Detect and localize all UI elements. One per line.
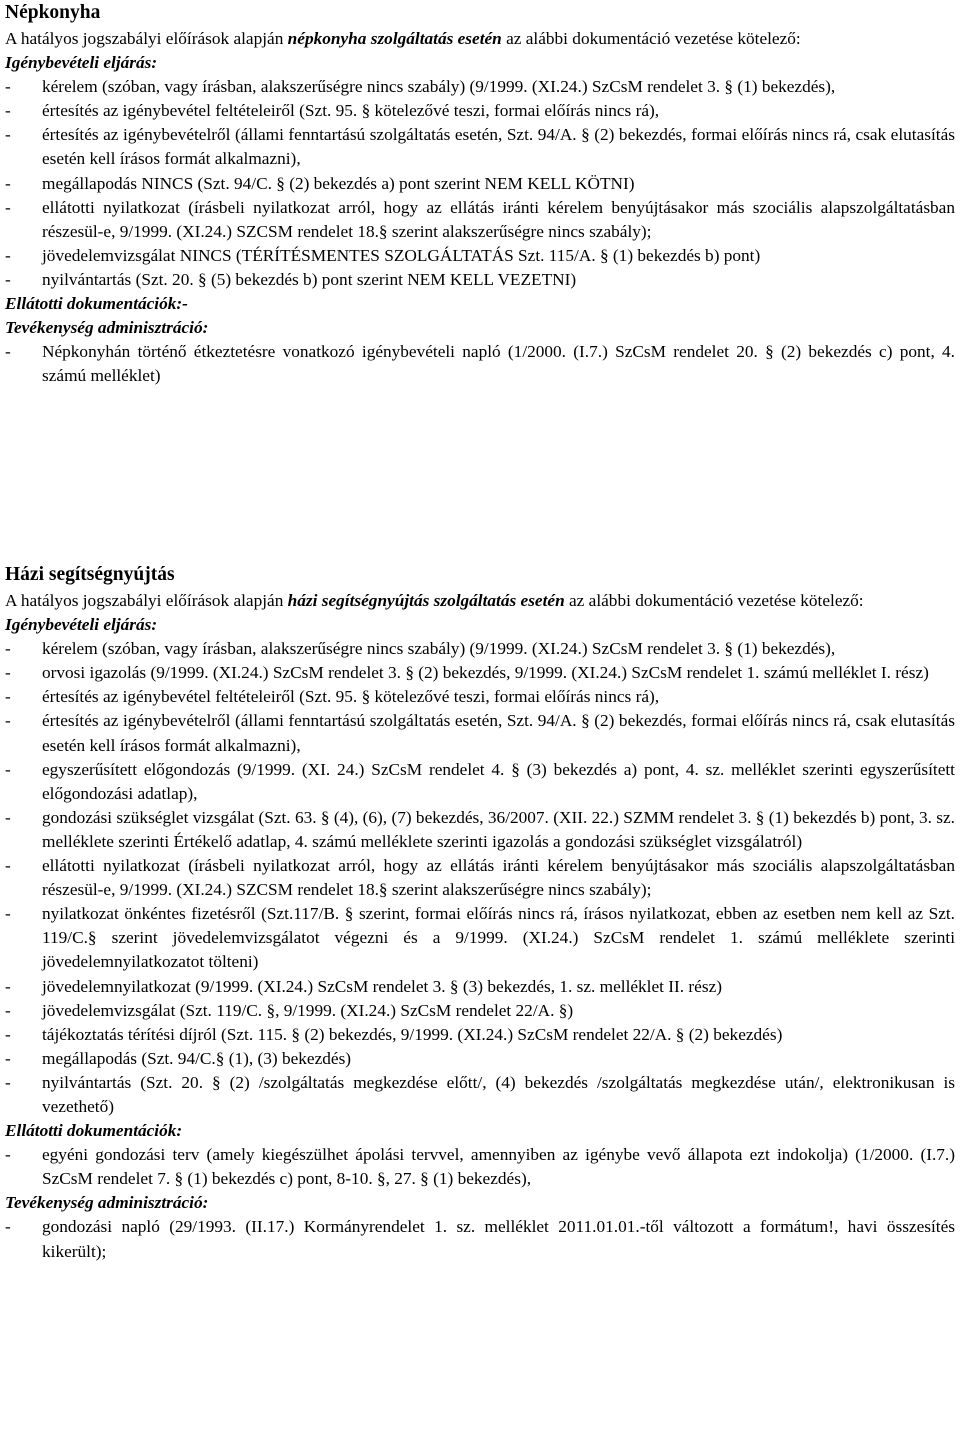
list-item: - jövedelemnyilatkozat (9/1999. (XI.24.) SzCsM rendelet 3. § (3) bekezdés, 1. sz. melléklet II. rész) [5, 976, 722, 996]
list-item: - jövedelemvizsgálat (Szt. 119/C. §, 9/1999. (XI.24.) SzCsM rendelet 22/A. §) [5, 1000, 574, 1020]
subheading-igenybeveteli: Igénybevételi eljárás: [5, 615, 158, 635]
list-item: - Népkonyhán történő étkeztetésre vonatkozó igénybevételi napló (1/2000. (I.7.) SzCsM rendelet 20. § (2) bekezdés c) pont, 4. számú melléklet) [5, 342, 955, 386]
list-item: - értesítés az igénybevétel feltételeiről (Szt. 95. § kötelezővé teszi, formai előírás nincs rá), [5, 687, 660, 707]
list-item: - megállapodás NINCS (Szt. 94/C. § (2) bekezdés a) pont szerint NEM KELL KÖTNI) [5, 173, 635, 193]
item-list [5, 637, 955, 1119]
list-item: - gondozási szükséglet vizsgálat (Szt. 63. § (4), (6), (7) bekezdés, 36/2007. (XII. 22.) SZMM rendelet 3. § (1) bekezdés b) pont, 3. sz. melléklete szerinti Értékelő adatlap, 4. számú melléklete szerinti igazolás a gondozási szükséglet vizsgálatról) [5, 807, 955, 851]
item-list [5, 75, 955, 292]
intro-text: A hatályos jogszabályi előírások alapján [5, 591, 288, 610]
document-page [5, 0, 955, 1261]
section-title-nepkonyha: Népkonyha [5, 2, 101, 23]
list-item: - orvosi igazolás (9/1999. (XI.24.) SzCsM rendelet 3. § (2) bekezdés, 9/1999. (XI.24.) SzCsM rendelet 1. számú melléklet I. rész) [5, 663, 929, 683]
subheading-igenybeveteli: Igénybevételi eljárás: [5, 53, 158, 73]
list-item: - ellátotti nyilatkozat (írásbeli nyilatkozat arról, hogy az ellátás iránti kérelem benyújtásakor más szociális alapszolgáltatásban részesül-e, 9/1999. (XI.24.) SZCSM rendelet 18.§ szerint alakszerűségre nincs szabály); [5, 856, 955, 900]
list-item: - gondozási napló (29/1993. (II.17.) Kormányrendelet 1. sz. melléklet 2011.01.01.-től változott a formátum!, havi összesítés kikerült); [5, 1217, 955, 1261]
list-item: - kérelem (szóban, vagy írásban, alakszerűségre nincs szabály) (9/1999. (XI.24.) SzCsM rendelet 3. § (1) bekezdés), [5, 639, 836, 659]
list-item: - egyszerűsített előgondozás (9/1999. (XI. 24.) SzCsM rendelet 4. § (3) bekezdés a) pont, 4. sz. melléklet szerinti egyszerűsített előgondozási adatlap), [5, 759, 955, 803]
subheading-ellatotti: Ellátotti dokumentációk: [5, 1121, 183, 1141]
list-item: - kérelem (szóban, vagy írásban, alakszerűségre nincs szabály) (9/1999. (XI.24.) SzCsM rendelet 3. § (1) bekezdés), [5, 77, 836, 97]
item-list [5, 1143, 955, 1191]
item-list [5, 340, 955, 388]
list-item: - értesítés az igénybevételről (állami fenntartású szolgáltatás esetén, Szt. 94/A. § (2) bekezdés, formai előírás nincs rá, csak elutasítás esetén kell írásos formát alkalmazni), [5, 711, 955, 755]
section-title-hazi: Házi segítségnyújtás [5, 564, 175, 585]
section-hazi [5, 589, 955, 1264]
list-item: - tájékoztatás térítési díjról (Szt. 115. § (2) bekezdés, 9/1999. (XI.24.) SzCsM rendelet 22/A. § (2) bekezdés) [5, 1024, 783, 1044]
intro-emphasis: népkonyha szolgáltatás esetén [287, 29, 502, 48]
intro-text-end: az alábbi dokumentáció vezetése kötelező: [501, 29, 801, 48]
section-intro [5, 589, 955, 613]
list-item: - nyilvántartás (Szt. 20. § (5) bekezdés b) pont szerint NEM KELL VEZETNI) [5, 269, 577, 289]
list-item: - ellátotti nyilatkozat (írásbeli nyilatkozat arról, hogy az ellátás iránti kérelem benyújtásakor más szociális alapszolgáltatásban részesül-e, 9/1999. (XI.24.) SZCSM rendelet 18.§ szerint alakszerűségre nincs szabály); [5, 197, 955, 241]
subheading-tevekenyseg: Tevékenység adminisztráció: [5, 318, 209, 338]
item-list [5, 1215, 955, 1263]
intro-text: A hatályos jogszabályi előírások alapján [5, 29, 288, 48]
list-item: - nyilatkozat önkéntes fizetésről (Szt.117/B. § szerint, formai előírás nincs rá, írásos nyilatkozat, ebben az esetben nem kell az Szt. 119/C.§ szerint jövedelemvizsgálatot végezni és a 9/1999. (XI.24.) SzCsM rendelet 1. számú melléklete szerinti jövedelemnyilatkozatot tölteni) [5, 904, 955, 972]
subheading-tevekenyseg: Tevékenység adminisztráció: [5, 1193, 209, 1213]
list-item: - értesítés az igénybevételről (állami fenntartású szolgáltatás esetén, Szt. 94/A. § (2) bekezdés, formai előírás nincs rá, csak elutasítás esetén kell írásos formát alkalmazni), [5, 125, 955, 169]
list-item: - egyéni gondozási terv (amely kiegészülhet ápolási tervvel, amennyiben az igénybe vevő állapota ezt indokolja) (1/2000. (I.7.) SzCsM rendelet 7. § (1) bekezdés c) pont, 8-10. §, 27. § (1) bekezdés), [5, 1145, 955, 1189]
subheading-ellatotti: Ellátotti dokumentációk:- [5, 294, 188, 314]
section-intro [5, 27, 955, 51]
list-item: - jövedelemvizsgálat NINCS (TÉRÍTÉSMENTES SZOLGÁLTATÁS Szt. 115/A. § (1) bekezdés b) pont) [5, 245, 761, 265]
intro-text-end: az alábbi dokumentáció vezetése kötelező: [564, 591, 864, 610]
list-item: - értesítés az igénybevétel feltételeiről (Szt. 95. § kötelezővé teszi, formai előírás nincs rá), [5, 101, 660, 121]
list-item: - megállapodás (Szt. 94/C.§ (1), (3) bekezdés) [5, 1048, 352, 1068]
intro-emphasis: házi segítségnyújtás szolgáltatás esetén [287, 591, 565, 610]
list-item: - nyilvántartás (Szt. 20. § (2) /szolgáltatás megkezdése előtt/, (4) bekezdés /szolgáltatás megkezdése után/, elektronikusan is vezethető) [5, 1072, 955, 1116]
